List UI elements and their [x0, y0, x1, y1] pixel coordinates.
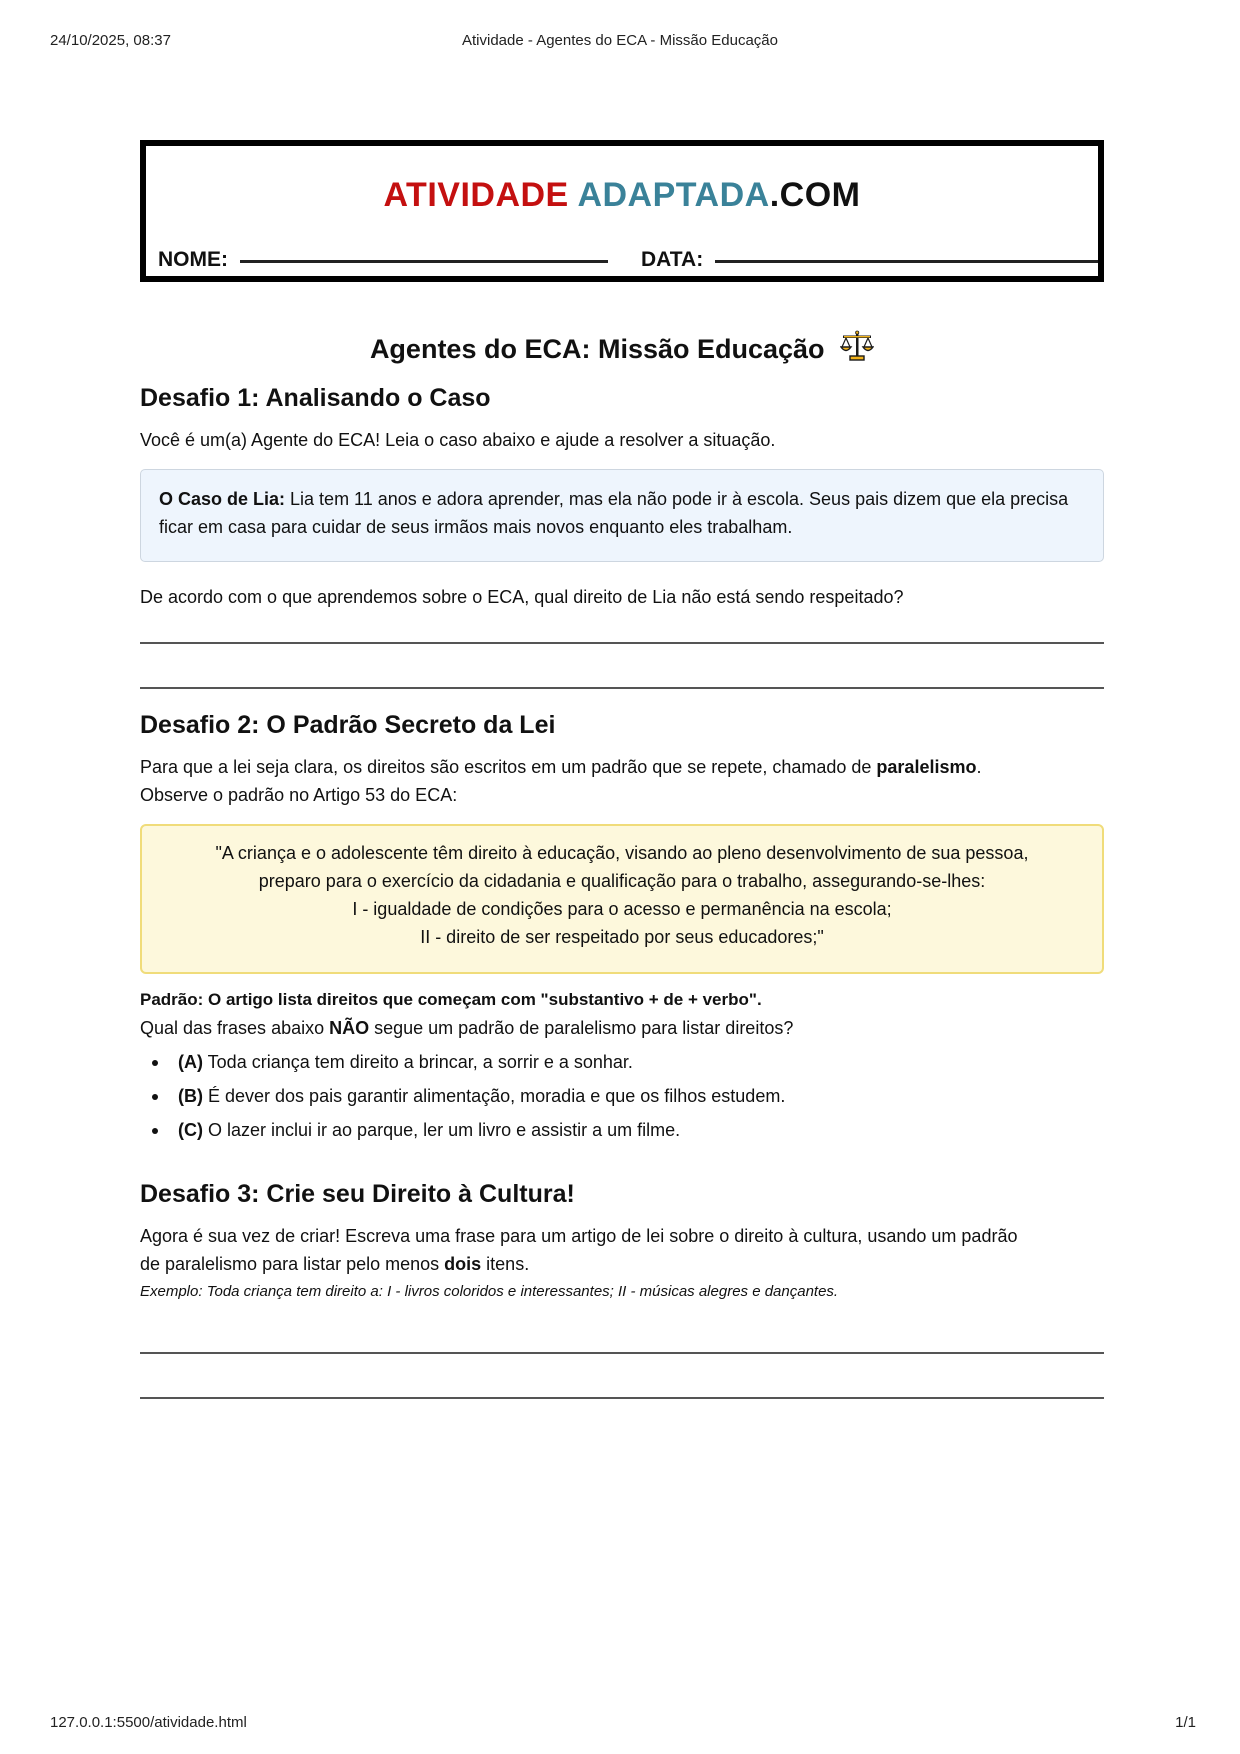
page-indicator: 1/1: [1175, 1714, 1196, 1731]
option-c-text: O lazer inclui ir ao parque, ler um livro e assistir a um filme.: [203, 1120, 681, 1140]
pattern-note: Padrão: O artigo lista direitos que começam com "substantivo + de + verbo".: [140, 990, 762, 1009]
page-title: [140, 330, 1104, 365]
challenge3-instruction-line1: Agora é sua vez de criar! Escreva uma frase para um artigo de lei sobre o direito à cultura, usando um padrão: [140, 1226, 1018, 1246]
challenge2-question-start: Qual das frases abaixo: [140, 1018, 330, 1038]
page-title-text: Agentes do ECA: Missão Educação: [369, 334, 825, 364]
answer-line-2[interactable]: [140, 687, 1104, 689]
name-field[interactable]: [158, 248, 608, 272]
challenge1-heading: Desafio 1: Analisando o Caso: [140, 384, 491, 412]
case-text: Lia tem 11 anos e adora aprender, mas ela não pode ir à escola. Seus pais dizem que ela precisa ficar em casa para cuidar de seus irmãos mais novos enquanto eles trabalham.: [159, 489, 1069, 537]
option-c-letter: (C): [178, 1120, 203, 1140]
name-blank-line[interactable]: [240, 260, 608, 263]
bullet-icon: [152, 1060, 158, 1066]
challenge2-intro-line2: Observe o padrão no Artigo 53 do ECA:: [140, 785, 458, 805]
case-box: [140, 469, 1104, 562]
student-fields: [158, 248, 1086, 272]
brand-header-box: [140, 140, 1104, 282]
option-b-letter: (B): [178, 1086, 203, 1106]
print-document-title: Atividade - Agentes do ECA - Missão Educação: [461, 32, 778, 49]
challenge2-intro-text: Para que a lei seja clara, os direitos são escritos em um padrão que se repete, chamado de: [140, 757, 877, 777]
answer-line-1[interactable]: [140, 642, 1104, 644]
date-label: DATA:: [641, 248, 704, 271]
options-list: [140, 1048, 785, 1150]
challenge2-question-end: segue um padrão de paralelismo para listar direitos?: [369, 1018, 794, 1038]
option-c[interactable]: [140, 1116, 785, 1150]
date-field[interactable]: [641, 248, 1098, 272]
challenge2-heading: Desafio 2: O Padrão Secreto da Lei: [140, 711, 556, 739]
case-label: O Caso de Lia:: [159, 489, 286, 509]
challenge3-instruction-end: itens.: [481, 1254, 530, 1274]
quote-line-1: "A criança e o adolescente têm direito à educação, visando ao pleno desenvolvimento de sua pessoa,: [215, 843, 1029, 863]
brand-logo-text: [146, 176, 1098, 215]
worksheet-page: [140, 140, 1104, 1300]
option-b-text: É dever dos pais garantir alimentação, moradia e que os filhos estudem.: [203, 1086, 786, 1106]
paralelismo-term: paralelismo: [876, 757, 977, 777]
challenge2-intro-end: .: [976, 757, 982, 777]
print-datetime: 24/10/2025, 08:37: [50, 32, 171, 49]
challenge3-instruction-start: de paralelismo para listar pelo menos: [140, 1254, 445, 1274]
option-a[interactable]: [140, 1048, 785, 1082]
brand-part-atividade: ATIVIDADE: [383, 176, 569, 214]
option-a-text: Toda criança tem direito a brincar, a sorrir e a sonhar.: [203, 1052, 633, 1072]
quote-line-2: preparo para o exercício da cidadania e qualificação para o trabalho, assegurando-se-lhes:: [258, 871, 986, 891]
article-53-quote-box: [140, 824, 1104, 974]
challenge3-heading: Desafio 3: Crie seu Direito à Cultura!: [140, 1180, 575, 1208]
challenge3-dois: dois: [444, 1254, 482, 1274]
quote-line-4: II - direito de ser respeitado por seus educadores;": [420, 927, 824, 947]
bullet-icon: [152, 1128, 158, 1134]
challenge2-question-nao: NÃO: [329, 1018, 370, 1038]
answer-line-3[interactable]: [140, 1352, 1104, 1354]
bullet-icon: [152, 1094, 158, 1100]
challenge1-question: De acordo com o que aprendemos sobre o ECA, qual direito de Lia não está sendo respeitado?: [140, 587, 904, 607]
print-header: [0, 32, 1240, 52]
scales-of-justice-icon: [840, 330, 874, 362]
answer-line-4[interactable]: [140, 1397, 1104, 1399]
challenge3-instruction-line2: [140, 1250, 1104, 1278]
date-blank-line[interactable]: [715, 260, 1098, 263]
brand-part-adaptada: ADAPTADA: [577, 176, 770, 214]
challenge1-intro: Você é um(a) Agente do ECA! Leia o caso abaixo e ajude a resolver a situação.: [140, 430, 776, 450]
brand-part-com: .COM: [769, 176, 861, 214]
name-label: NOME:: [158, 248, 228, 271]
print-url: 127.0.0.1:5500/atividade.html: [50, 1714, 247, 1731]
quote-line-3: I - igualdade de condições para o acesso e permanência na escola;: [352, 899, 892, 919]
challenge2-intro: [140, 753, 1104, 781]
challenge2-question: [140, 1014, 1104, 1042]
option-a-letter: (A): [178, 1052, 203, 1072]
option-b[interactable]: [140, 1082, 785, 1116]
example-text: Exemplo: Toda criança tem direito a: I - livros coloridos e interessantes; II - músicas alegres e dançantes.: [140, 1283, 839, 1300]
